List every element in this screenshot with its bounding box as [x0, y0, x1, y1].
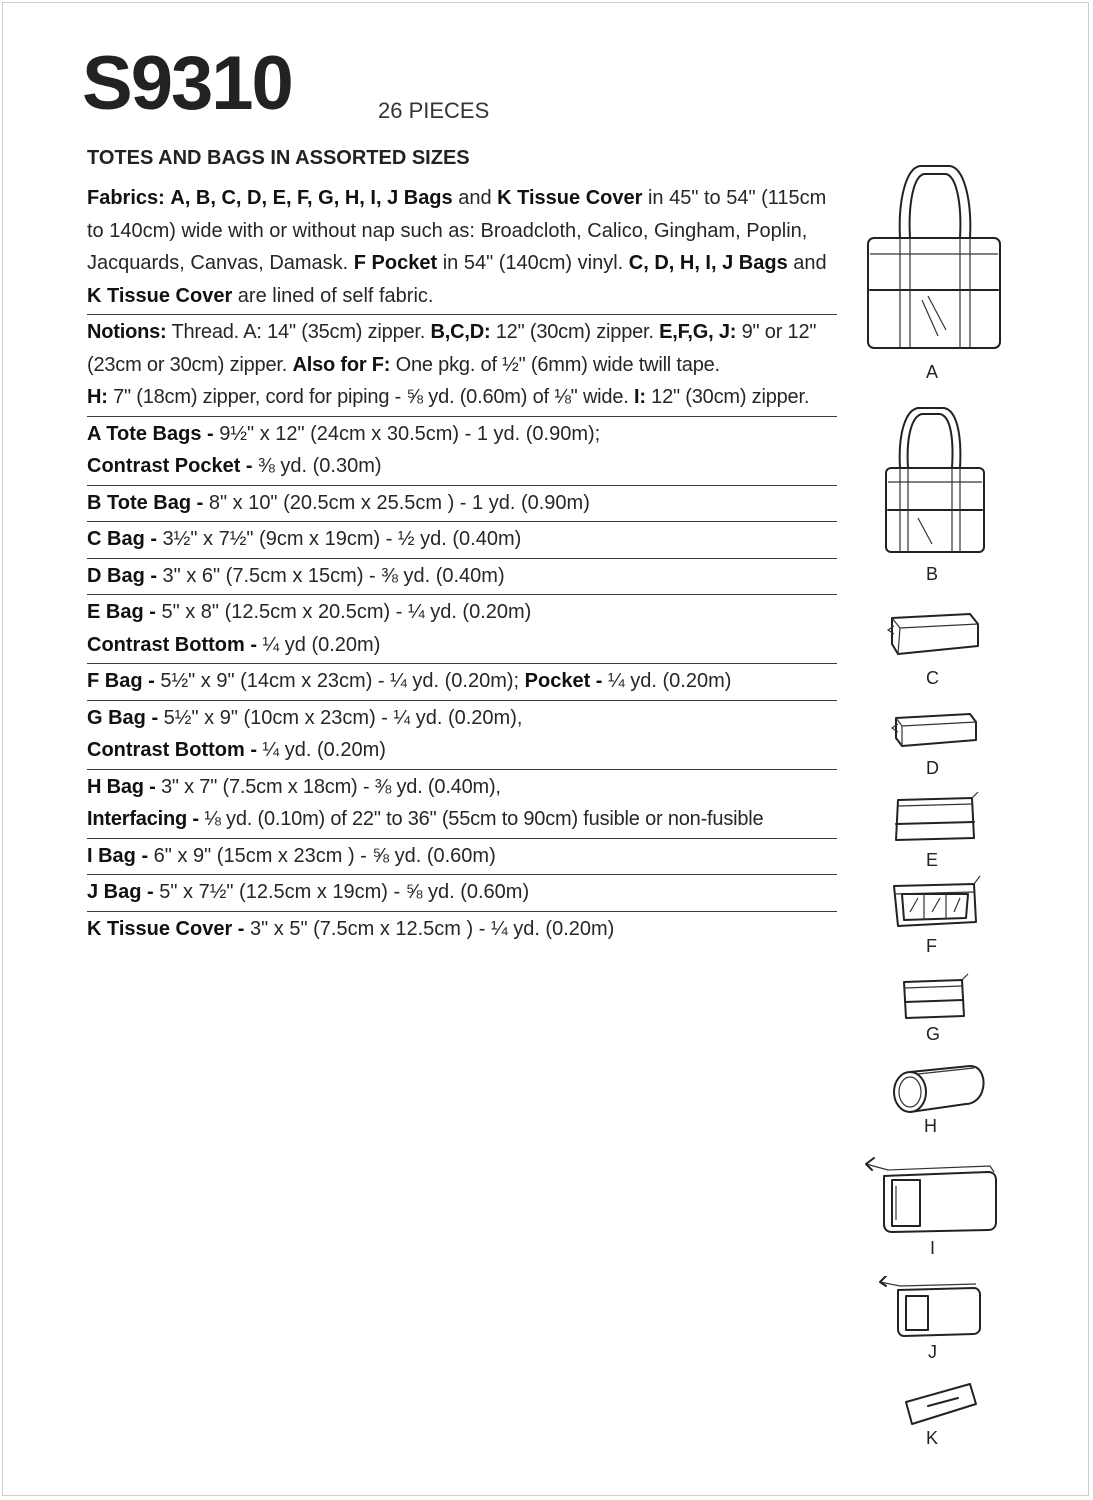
round-pouch-h-icon [858, 1064, 1008, 1116]
yardage-label: Contrast Bottom - [87, 739, 257, 761]
yardage-label: J Bag - [87, 881, 154, 903]
page-title: TOTES AND BAGS IN ASSORTED SIZES [87, 147, 470, 169]
yardage-label: E Bag - [87, 601, 156, 623]
label-f: F [926, 936, 937, 956]
zipper-pouch-d-icon [858, 706, 1008, 754]
label-c: C [926, 668, 939, 688]
yardage-row-c [87, 523, 837, 559]
vinyl-pouch-i-icon [858, 1156, 1008, 1236]
fabrics-lined-tissue: K Tissue Cover [87, 284, 233, 307]
yardage-label: B Tote Bag - [87, 491, 204, 514]
notions-text: 9" or 12" (23cm or 30cm) zipper. [87, 321, 817, 376]
yardage-text: 3" x 5" (7.5cm x 12.5cm ) - ¼ yd. (0.20m) [244, 917, 615, 940]
yardage-label: A Tote Bags - [87, 422, 214, 445]
vinyl-pouch-j-icon [858, 1276, 1008, 1340]
zipper-pouch-c-icon [858, 606, 1008, 662]
yardage-text: 5" x 7½" (12.5cm x 19cm) - ⅝ yd. (0.60m) [153, 881, 530, 903]
fabrics-section [87, 182, 837, 315]
fabrics-tissue-cover: K Tissue Cover [497, 187, 643, 209]
pieces-count: 26 PIECES [378, 98, 490, 123]
yardage-row-f [87, 665, 837, 701]
fabrics-bags: A, B, C, D, E, F, G, H, I, J Bags [170, 187, 453, 209]
notions-section [87, 316, 837, 417]
yardage-label: Interfacing - [87, 808, 199, 830]
illustration-i [858, 1156, 1008, 1236]
illustration-f [858, 872, 1008, 932]
yardage-label: D Bag - [87, 564, 157, 587]
fabrics-lined-bags: C, D, H, I, J Bags [628, 252, 788, 274]
yardage-label: G Bag - [87, 706, 159, 729]
notions-bcd: B,C,D: [430, 321, 491, 343]
yardage-text: 5½" x 9" (10cm x 23cm) - ¼ yd. (0.20m), [158, 706, 523, 729]
fabrics-label: Fabrics: [87, 187, 165, 209]
yardage-text: ¼ yd. (0.20m) [602, 670, 732, 692]
yardage-text: 9½" x 12" (24cm x 30.5cm) - 1 yd. (0.90m); [213, 422, 601, 445]
label-k: K [926, 1428, 939, 1448]
yardage-label: H Bag - [87, 775, 156, 798]
yardage-text: ¼ yd. (0.20m) [256, 739, 386, 761]
notions-text: 12" (30cm) zipper. [645, 386, 810, 408]
fabrics-text: in 45" to 54" (115cm to 140cm) wide with or without nap such as: Broadcloth, Calico, Gingham, Poplin, Jacquards, Canvas, Damask. [87, 187, 827, 274]
illustration-k [858, 1378, 1008, 1428]
fabrics-text: are lined of self fabric. [232, 284, 434, 307]
yardage-text: ⅜ yd. (0.30m) [252, 455, 382, 477]
notions-text: 7" (18cm) zipper, cord for piping - ⅝ yd. (0.60m) of ⅛" wide. [107, 386, 634, 408]
yardage-label: Pocket - [524, 670, 603, 692]
label-e: E [926, 850, 939, 870]
notions-i: I: [634, 386, 646, 408]
illustration-e [858, 790, 1008, 846]
yardage-row-k [87, 913, 837, 948]
yardage-text: 3½" x 7½" (9cm x 19cm) - ½ yd. (0.40m) [157, 528, 522, 550]
tote-bag-a-icon [858, 160, 1008, 360]
illustration-c [858, 606, 1008, 662]
yardage-row-b [87, 487, 837, 523]
notions-efgj: E,F,G, J: [659, 321, 737, 343]
yardage-label: Contrast Bottom - [87, 633, 257, 656]
label-b: B [926, 564, 939, 584]
yardage-row-e [87, 596, 837, 664]
zipper-pouch-g-icon [858, 972, 1008, 1020]
notions-text: 12" (30cm) zipper. [490, 321, 660, 343]
zipper-pouch-f-icon [858, 872, 1008, 932]
yardage-text: 5½" x 9" (14cm x 23cm) - ¼ yd. (0.20m); [154, 670, 525, 692]
tissue-cover-k-icon [858, 1378, 1008, 1428]
fabrics-pocket: F Pocket [353, 252, 438, 274]
label-j: J [928, 1342, 937, 1362]
fabrics-text: and [787, 252, 827, 274]
yardage-row-i [87, 840, 837, 876]
yardage-text: ¼ yd (0.20m) [256, 633, 381, 656]
yardage-row-j [87, 876, 837, 912]
notions-also-f: Also for F: [292, 353, 391, 376]
label-a: A [926, 362, 939, 382]
label-i: I [930, 1238, 936, 1258]
tote-bag-b-icon [858, 402, 1008, 562]
yardage-text: 6" x 9" (15cm x 23cm ) - ⅝ yd. (0.60m) [148, 844, 496, 867]
notions-h: H: [87, 386, 108, 408]
notions-label: Notions: [87, 321, 167, 343]
label-g: G [926, 1024, 941, 1044]
yardage-row-a [87, 418, 837, 486]
fabrics-text: and [452, 187, 498, 209]
illustration-b [858, 402, 1008, 562]
notions-text: One pkg. of ½" (6mm) wide twill tape. [390, 353, 720, 376]
yardage-text: 3" x 6" (7.5cm x 15cm) - ⅜ yd. (0.40m) [157, 564, 505, 587]
yardage-text: 3" x 7" (7.5cm x 18cm) - ⅜ yd. (0.40m), [155, 775, 501, 798]
illustration-g [858, 972, 1008, 1020]
yardage-label: Contrast Pocket - [87, 455, 253, 477]
label-d: D [926, 758, 939, 778]
yardage-row-h [87, 771, 837, 839]
pattern-number: S9310 [82, 41, 292, 126]
yardage-label: C Bag - [87, 528, 157, 550]
fabrics-text: in 54" (140cm) vinyl. [437, 252, 629, 274]
zipper-pouch-e-icon [858, 790, 1008, 846]
notions-text: Thread. A: 14" (35cm) zipper. [166, 321, 431, 343]
yardage-row-g [87, 702, 837, 770]
yardage-label: I Bag - [87, 844, 149, 867]
yardage-text: 5" x 8" (12.5cm x 20.5cm) - ¼ yd. (0.20m) [155, 601, 532, 623]
illustration-j [858, 1276, 1008, 1340]
label-h: H [924, 1116, 937, 1136]
illustration-a [858, 160, 1008, 360]
yardage-row-d [87, 560, 837, 596]
yardage-text: 8" x 10" (20.5cm x 25.5cm ) - 1 yd. (0.90m) [203, 491, 590, 514]
yardage-label: K Tissue Cover - [87, 917, 245, 940]
illustration-h [858, 1064, 1008, 1116]
yardage-text: ⅛ yd. (0.10m) of 22" to 36" (55cm to 90cm) fusible or non-fusible [198, 808, 764, 830]
yardage-label: F Bag - [87, 670, 155, 692]
illustration-d [858, 706, 1008, 754]
pattern-details [87, 182, 837, 948]
